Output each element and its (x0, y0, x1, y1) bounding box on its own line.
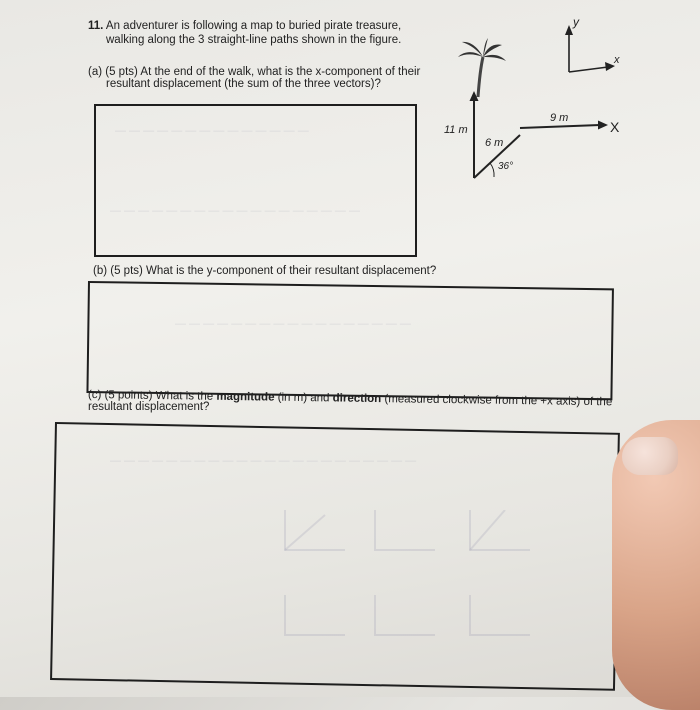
bleed-through-text: — — — — — — — — — — — — — — — — — — (110, 205, 360, 217)
part-a-line-1: (a) (5 pts) At the end of the walk, what is the x-component of their (88, 66, 421, 78)
question-line-2: walking along the 3 straight-line paths shown in the figure. (106, 34, 402, 46)
part-c-direction: direction (332, 392, 382, 406)
bleed-through-text: — — — — — — — — — — — — — — (115, 125, 309, 137)
part-c-suffix: (measured clockwise from the +x axis) of the (381, 393, 613, 409)
part-a-answer-box[interactable] (94, 104, 417, 257)
question-line-1: An adventurer is following a map to buried pirate treasure, (105, 20, 402, 32)
bleed-through-text: — — — — — — — — — — — — — — — — — (175, 318, 411, 330)
label-6m: 6 m (485, 137, 504, 149)
axis-x-label: x (614, 54, 620, 66)
part-b-answer-box[interactable] (86, 281, 614, 400)
question-number: 11. (88, 20, 104, 32)
path-figure (430, 5, 645, 195)
palm-tree-icon (458, 38, 506, 97)
label-arrow-x: X (610, 119, 620, 135)
part-c-prefix: (c) (5 points) What is the (87, 389, 217, 403)
part-c-line-2: resultant displacement? (88, 401, 210, 413)
part-c-magnitude: magnitude (216, 390, 275, 404)
part-b-question: (b) (5 pts) What is the y-component of their resultant displacement? (93, 265, 437, 277)
part-a-line-2: resultant displacement (the sum of the three vectors)? (106, 78, 381, 90)
axis-y-label: y (573, 15, 579, 29)
label-angle: 36° (498, 161, 514, 172)
label-11m: 11 m (444, 124, 468, 136)
question-header (88, 20, 401, 33)
bleed-through-graphs (270, 510, 570, 660)
fingernail (622, 437, 678, 475)
axes-indicator (565, 25, 615, 72)
label-9m: 9 m (550, 112, 569, 124)
part-c-mid: (in m) and (274, 391, 333, 405)
bleed-through-text: — — — — — — — — — — — — — — — — — — — — — — (110, 455, 417, 467)
